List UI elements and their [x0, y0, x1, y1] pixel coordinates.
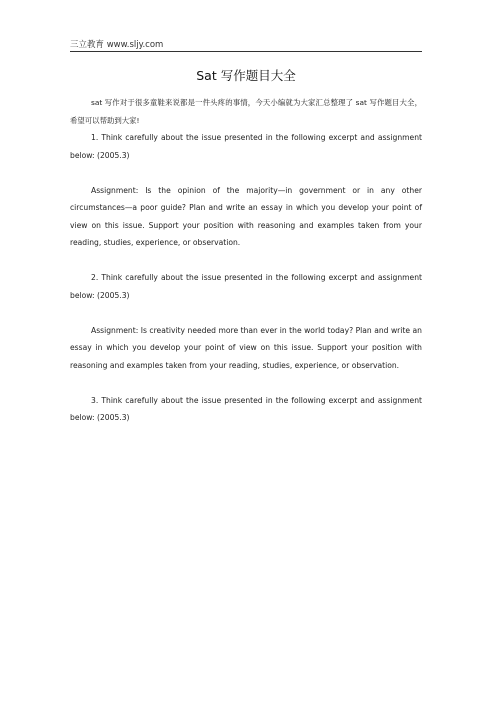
header-divider — [70, 51, 422, 52]
item-2-assignment: Assignment: Is creativity needed more than ever in the world today? Plan and write an essay in which you develop your point of view on this issue. Support your position with reasoning and examples taken from your reading, studies, experience, or observation. — [70, 325, 422, 370]
document-body — [70, 94, 422, 427]
item-1-prompt: 1. Think carefully about the issue presented in the following excerpt and assignment below: (2005.3) — [70, 133, 422, 160]
item-1-assignment: Assignment: Is the opinion of the majority—in government or in any other circumstances—a poor guide? Plan and write an essay in which you develop your point of view on this issue. Support your position with reasoning and examples taken from your reading, studies, experience, or observation. — [70, 185, 422, 247]
header-site-name: 三立教育 www.sljy.com — [70, 40, 164, 50]
paragraph-spacer — [70, 164, 422, 182]
item-2-prompt: 2. Think carefully about the issue presented in the following excerpt and assignment below: (2005.3) — [70, 273, 422, 300]
paragraph-spacer — [70, 304, 422, 322]
document-title: Sat 写作题目大全 — [196, 68, 296, 83]
paragraph-spacer — [70, 374, 422, 392]
intro-paragraph: sat 写作对于很多童鞋来说都是一件头疼的事情，今天小编就为大家汇总整理了 sat 写作题目大全，希望可以帮助到大家! — [70, 98, 422, 125]
paragraph-spacer — [70, 252, 422, 270]
item-3-prompt: 3. Think carefully about the issue presented in the following excerpt and assignment below: (2005.3) — [70, 395, 422, 422]
